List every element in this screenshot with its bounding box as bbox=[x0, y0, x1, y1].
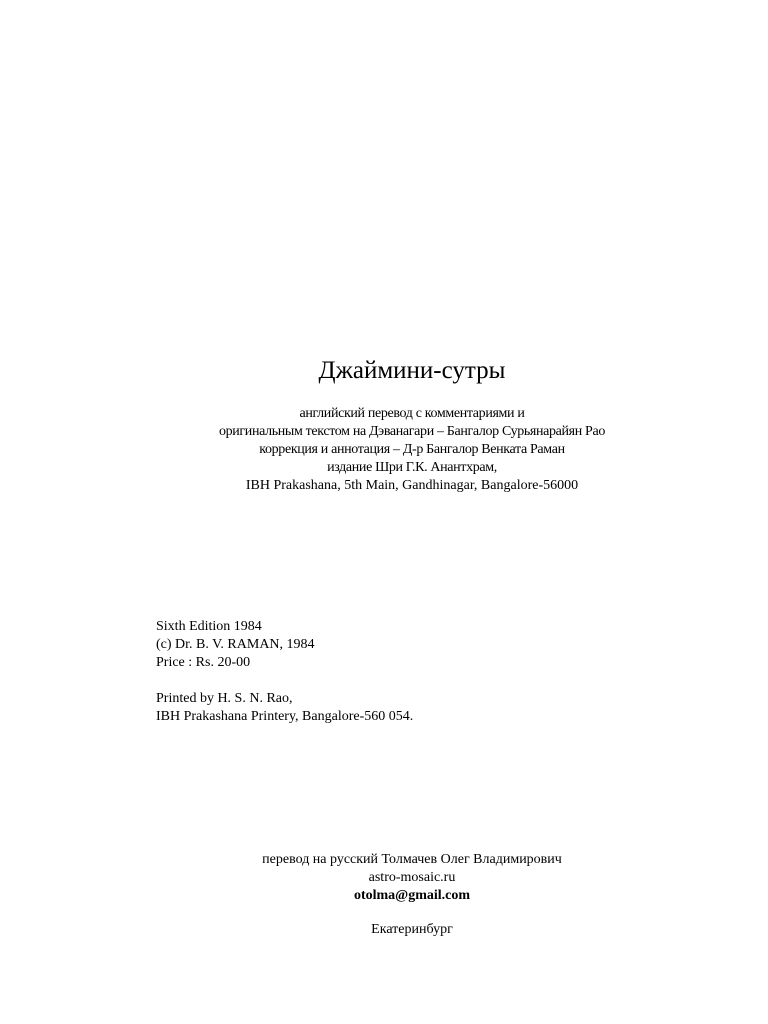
credits-line-publisher: издание Шри Г.К. Анантхрам, bbox=[327, 460, 497, 475]
credits-block bbox=[0, 405, 768, 495]
book-title: Джаймини-сутры bbox=[318, 357, 506, 384]
translator-website: astro-mosaic.ru bbox=[368, 870, 456, 885]
edition-line: Sixth Edition 1984 bbox=[156, 619, 262, 634]
city-line: Екатеринбург bbox=[371, 922, 453, 937]
credits-line-address: IBH Prakashana, 5th Main, Gandhinagar, Bangalore-56000 bbox=[245, 478, 579, 493]
printer-address-line: IBH Prakashana Printery, Bangalore-560 054. bbox=[156, 709, 414, 724]
price-line: Price : Rs. 20-00 bbox=[156, 655, 251, 670]
printer-block bbox=[156, 690, 413, 726]
edition-block bbox=[156, 618, 315, 672]
translator-email: otolma@gmail.com bbox=[353, 888, 471, 903]
translator-line: перевод на русский Толмачев Олег Владимирович bbox=[262, 852, 562, 867]
copyright-line: (c) Dr. B. V. RAMAN, 1984 bbox=[156, 637, 315, 652]
credits-line-correction: коррекция и аннотация – Д-р Бангалор Венката Раман bbox=[259, 442, 565, 457]
credits-line-original-text: оригинальным текстом на Дэванагари – Бангалор Сурьянарайян Рао bbox=[218, 424, 606, 439]
translator-block bbox=[0, 851, 768, 905]
credits-line-translation: английский перевод с комментариями и bbox=[299, 406, 525, 421]
printer-name-line: Printed by H. S. N. Rao, bbox=[156, 691, 293, 706]
